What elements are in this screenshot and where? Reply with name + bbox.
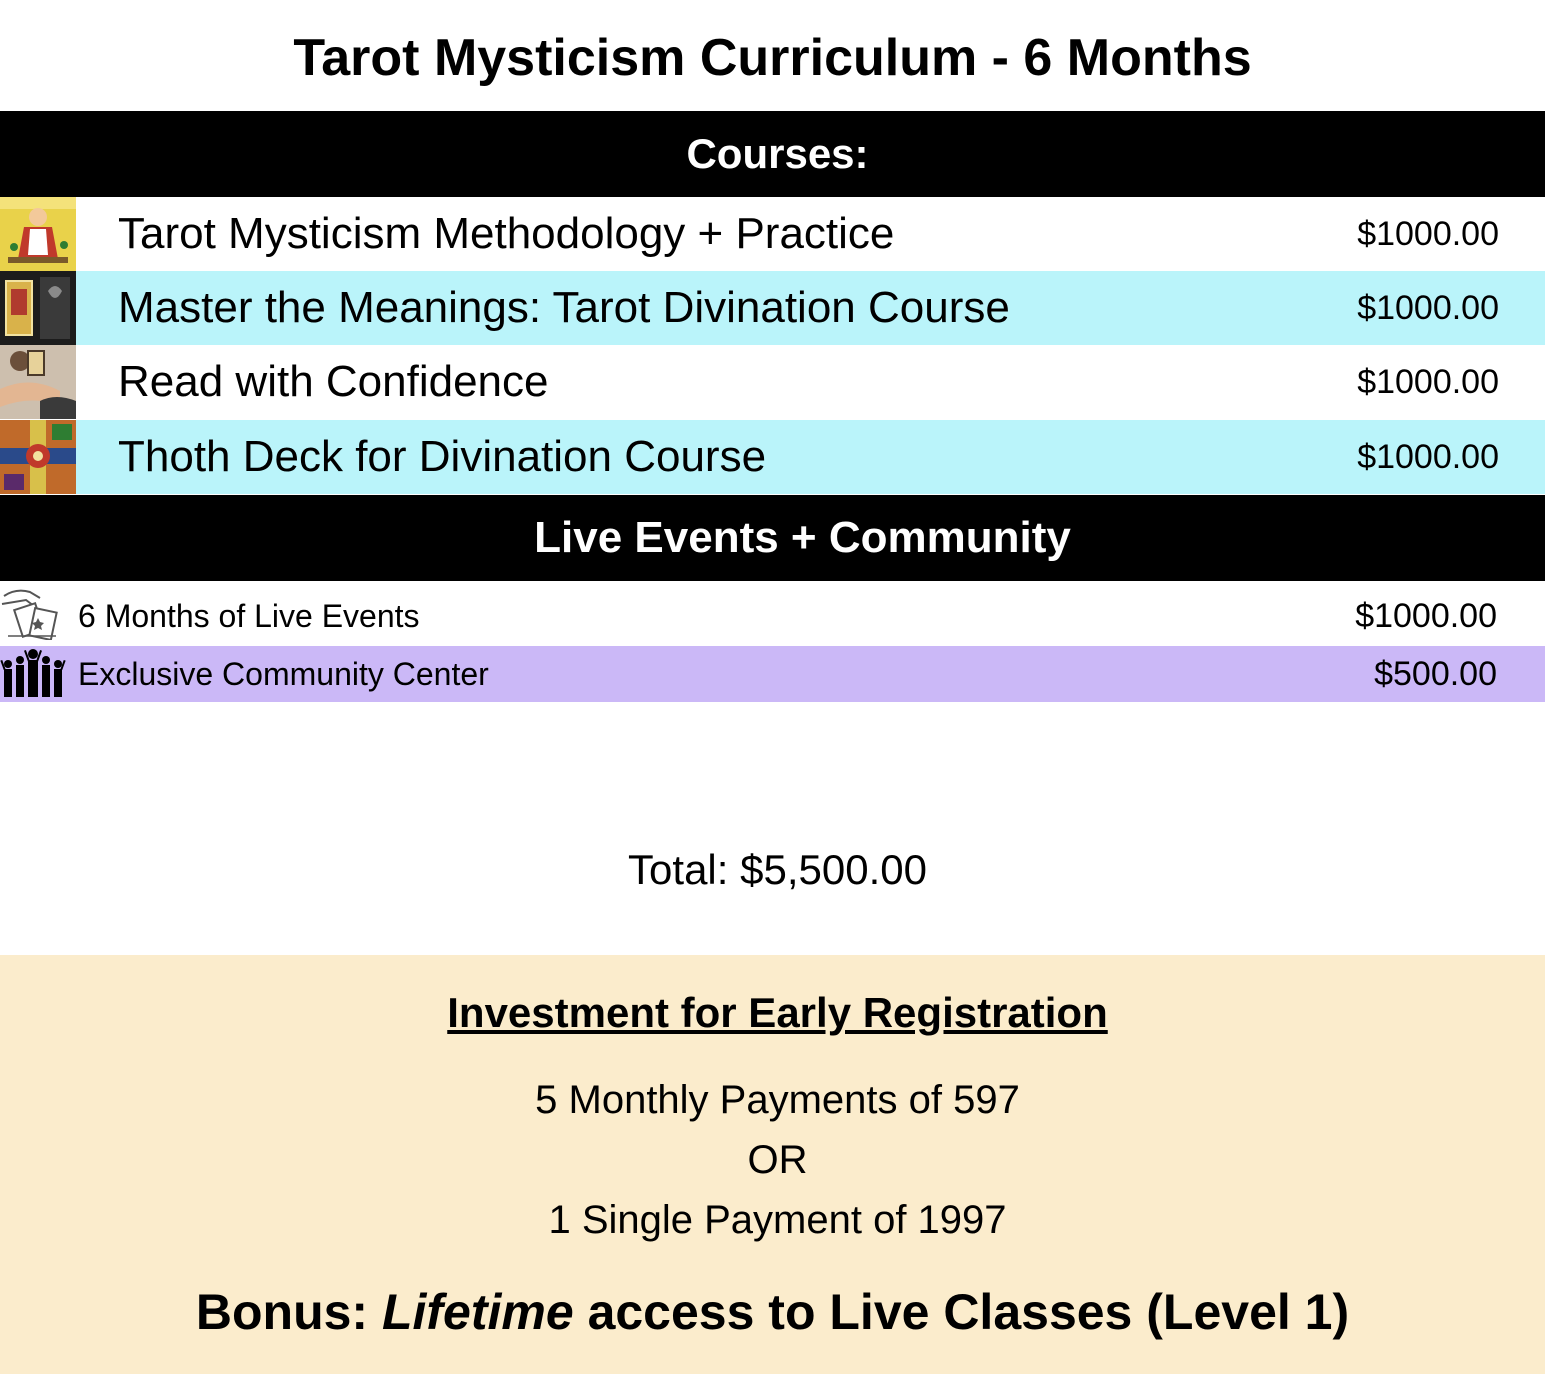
hand-cards-icon bbox=[0, 584, 66, 640]
bonus-prefix: Bonus: bbox=[195, 1284, 382, 1340]
bonus-suffix: access to Live Classes (Level 1) bbox=[573, 1284, 1350, 1340]
payment-or-separator: OR bbox=[747, 1138, 808, 1182]
bonus-emphasis: Lifetime bbox=[381, 1284, 574, 1340]
page-title: Tarot Mysticism Curriculum - 6 Months bbox=[293, 29, 1252, 87]
live-item-row bbox=[0, 646, 1545, 702]
community-people-icon bbox=[0, 646, 66, 702]
tarot-cards-thumbnail bbox=[0, 271, 76, 345]
live-item-price: $500.00 bbox=[1374, 655, 1497, 693]
live-item-name: 6 Months of Live Events bbox=[78, 598, 420, 634]
hands-reading-thumbnail bbox=[0, 345, 76, 419]
investment-heading: Investment for Early Registration bbox=[447, 989, 1108, 1036]
live-events-heading: Live Events + Community bbox=[0, 495, 1545, 581]
live-item-price: $1000.00 bbox=[1355, 597, 1497, 635]
course-row bbox=[0, 271, 1545, 345]
course-price: $1000.00 bbox=[1357, 438, 1499, 476]
investment-section bbox=[0, 955, 1545, 1374]
course-name: Thoth Deck for Divination Course bbox=[118, 432, 767, 481]
course-row bbox=[0, 197, 1545, 271]
course-name: Master the Meanings: Tarot Divination Course bbox=[118, 283, 1010, 332]
course-row bbox=[0, 420, 1545, 494]
courses-heading: Courses: bbox=[0, 111, 1545, 197]
course-price: $1000.00 bbox=[1357, 363, 1499, 401]
course-price: $1000.00 bbox=[1357, 215, 1499, 253]
magician-card-thumbnail bbox=[0, 197, 76, 271]
live-item-row bbox=[0, 584, 1545, 640]
total-price: Total: $5,500.00 bbox=[628, 846, 927, 893]
bonus-text bbox=[0, 1277, 1545, 1347]
course-row bbox=[0, 345, 1545, 419]
payment-option-monthly: 5 Monthly Payments of 597 bbox=[535, 1078, 1020, 1122]
thoth-card-thumbnail bbox=[0, 420, 76, 494]
live-item-name: Exclusive Community Center bbox=[78, 656, 489, 692]
course-price: $1000.00 bbox=[1357, 289, 1499, 327]
course-name: Tarot Mysticism Methodology + Practice bbox=[118, 209, 895, 258]
course-name: Read with Confidence bbox=[118, 357, 549, 406]
payment-option-single: 1 Single Payment of 1997 bbox=[548, 1198, 1007, 1242]
